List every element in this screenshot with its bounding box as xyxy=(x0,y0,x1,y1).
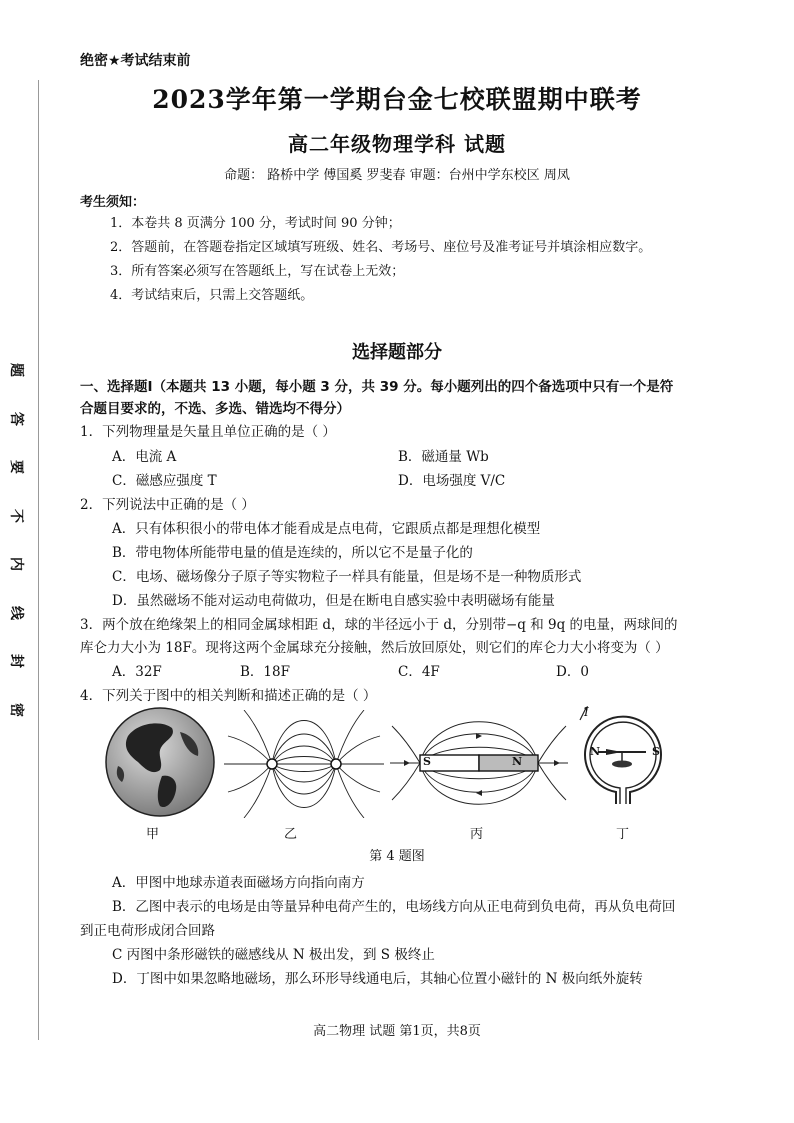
q4-option-a: A．甲图中地球赤道表面磁场方向指向南方 xyxy=(112,875,365,891)
ring-coil-compass-figure xyxy=(578,706,668,820)
part-instructions-line2: 合题目要求的，不选、多选、错选均不得分） xyxy=(80,401,350,417)
page-footer: 高二物理 试题 第1页，共8页 xyxy=(313,1024,481,1039)
part-instructions-line1: 一、选择题Ⅰ（本题共 13 小题，每小题 3 分，共 39 分。每小题列出的四个备选项中只有一个是符 xyxy=(80,379,674,395)
current-label: I xyxy=(584,705,589,719)
exam-title: 2023学年第一学期台金七校联盟期中联考 xyxy=(152,85,642,114)
figure-label-jia: 甲 xyxy=(146,827,160,842)
bar-magnet-field-figure xyxy=(390,706,568,820)
authors-line: 命题： 路桥中学 傅国奚 罗斐春 审题：台州中学东校区 周凤 xyxy=(224,168,570,183)
q4-option-b-line1: B．乙图中表示的电场是由等量异种电荷产生的，电场线方向从正电荷到负电荷，再从负电荷回 xyxy=(112,899,676,915)
notice-item: 2．答题前，在答题卷指定区域填写班级、姓名、考场号、座位号及准考证号并填涂相应数字。 xyxy=(110,240,652,255)
electric-field-lines-figure xyxy=(224,710,384,818)
q2-option-a: A．只有体积很小的带电体才能看成是点电荷，它跟质点都是理想化模型 xyxy=(112,521,541,537)
q3-stem-line2: 库仑力大小为 18F。现将这两个金属球充分接触，然后放回原处，则它们的库仑力大小将变为（ ） xyxy=(80,640,669,656)
q1-option-b: B．磁通量 Wb xyxy=(398,449,489,465)
side-char: 密 xyxy=(8,702,24,717)
q2-stem: 2．下列说法中正确的是（ ） xyxy=(80,497,255,513)
figure-label-bing: 丙 xyxy=(470,827,484,842)
notice-item: 4．考试结束后，只需上交答题纸。 xyxy=(110,288,314,303)
side-char: 要 xyxy=(8,460,24,475)
q1-option-d: D．电场强度 V/C xyxy=(398,473,506,489)
notice-item: 3．所有答案必须写在答题纸上，写在试卷上无效； xyxy=(110,264,405,279)
side-char: 内 xyxy=(8,557,24,572)
side-char: 线 xyxy=(8,605,24,620)
confidential-label: 绝密★考试结束前 xyxy=(80,53,191,69)
q3-option-a: A．32F xyxy=(112,664,162,680)
side-char: 不 xyxy=(8,508,24,523)
needle-south-label: S xyxy=(652,745,660,758)
q3-stem-line1: 3．两个放在绝缘架上的相同金属球相距 d，球的半径远小于 d，分别带−q 和 9q 的电量，两球间的 xyxy=(80,617,678,633)
figure-label-ding: 丁 xyxy=(616,827,630,842)
side-char: 封 xyxy=(8,654,24,669)
q2-option-b: B．带电物体所能带电量的值是连续的，所以它不是量子化的 xyxy=(112,545,473,561)
q3-option-c: C．4F xyxy=(398,664,440,680)
q1-option-a: A．电流 A xyxy=(112,449,177,465)
q4-stem: 4．下列关于图中的相关判断和描述正确的是（ ） xyxy=(80,688,377,704)
q4-option-b-line2: 到正电荷形成闭合回路 xyxy=(80,923,215,939)
figure-label-yi: 乙 xyxy=(284,827,298,842)
needle-north-label: N xyxy=(590,745,601,758)
q3-option-d: D．0 xyxy=(556,664,589,680)
q4-option-d: D．丁图中如果忽略地磁场，那么环形导线通电后，其轴心位置小磁针的 N 极向纸外旋转 xyxy=(112,971,643,987)
q1-option-c: C．磁感应强度 T xyxy=(112,473,217,489)
figure-caption: 第 4 题图 xyxy=(369,849,425,864)
earth-globe-figure xyxy=(104,706,216,818)
side-char: 答 xyxy=(8,411,24,426)
notice-item: 1．本卷共 8 页满分 100 分，考试时间 90 分钟； xyxy=(110,216,401,231)
q3-option-b: B．18F xyxy=(240,664,290,680)
binding-margin-text xyxy=(4,360,30,720)
side-char: 题 xyxy=(8,363,24,377)
section-title: 选择题部分 xyxy=(352,342,442,363)
q2-option-c: C．电场、磁场像分子原子等实物粒子一样具有能量，但是场不是一种物质形式 xyxy=(112,569,582,585)
magnet-north-label: N xyxy=(512,755,523,768)
q4-option-c: C 丙图中条形磁铁的磁感线从 N 极出发，到 S 极终止 xyxy=(112,947,435,963)
notice-heading: 考生须知： xyxy=(80,195,146,210)
binding-line xyxy=(38,80,39,1040)
magnet-south-label: S xyxy=(423,755,431,768)
exam-subtitle: 高二年级物理学科 试题 xyxy=(288,132,506,156)
q2-option-d: D．虽然磁场不能对运动电荷做功，但是在断电自感实验中表明磁场有能量 xyxy=(112,593,555,609)
q1-stem: 1．下列物理量是矢量且单位正确的是（ ） xyxy=(80,424,336,440)
